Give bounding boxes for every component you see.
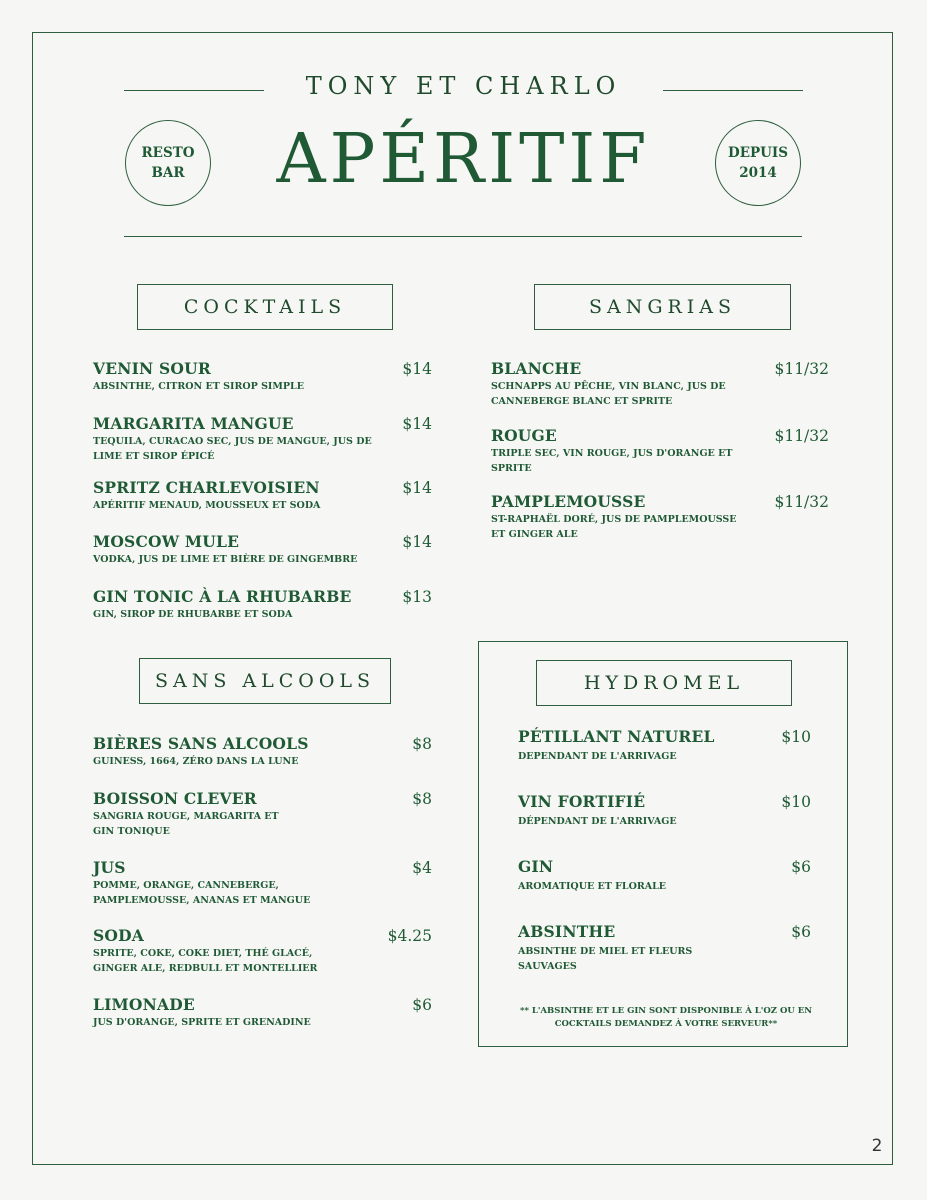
sangrias-header (534, 284, 791, 330)
item-price: $4.25 (387, 927, 432, 945)
item-price: $4 (412, 859, 432, 877)
menu-item (93, 359, 432, 395)
cocktails-header (137, 284, 393, 330)
menu-item (93, 532, 432, 568)
item-description: ST-RAPHAËL DORÉ, JUS DE PAMPLEMOUSSE ET GINGER ALE (491, 514, 737, 540)
item-name: MARGARITA MANGUE (93, 414, 294, 433)
item-description: SANGRIA ROUGE, MARGARITA ET GIN TONIQUE (93, 811, 279, 837)
item-price: $11/32 (774, 493, 829, 511)
menu-item (93, 995, 432, 1031)
item-name: LIMONADE (93, 995, 195, 1014)
item-price: $10 (781, 793, 811, 811)
sans-alcools-header (139, 658, 391, 704)
item-price: $8 (412, 790, 432, 808)
item-description: SPRITE, COKE, COKE DIET, THÉ GLACÉ, GINGER ALE, REDBULL ET MONTELLIER (93, 948, 318, 974)
menu-item (93, 858, 432, 908)
item-price: $10 (781, 728, 811, 746)
item-price: $6 (791, 923, 811, 941)
menu-item (93, 414, 432, 464)
item-price: $6 (791, 858, 811, 876)
cocktails-title: COCKTAILS (183, 296, 347, 318)
item-price: $11/32 (774, 427, 829, 445)
sans-alcools-title: SANS ALCOOLS (154, 670, 376, 692)
menu-item (491, 426, 829, 476)
item-description: SCHNAPPS AU PÊCHE, VIN BLANC, JUS DE CANNEBERGE BLANC ET SPRITE (491, 381, 726, 407)
item-description: GIN, SIROP DE RHUBARBE ET SODA (93, 609, 293, 620)
item-price: $13 (402, 588, 432, 606)
item-name: BIÈRES SANS ALCOOLS (93, 734, 309, 753)
menu-item (491, 359, 829, 409)
depuis-badge (715, 120, 801, 206)
item-name: GIN (518, 857, 554, 876)
item-description: ABSINTHE, CITRON ET SIROP SIMPLE (93, 381, 304, 392)
menu-item (518, 857, 811, 895)
item-description: AROMATIQUE ET FLORALE (518, 881, 667, 892)
resto-bar-badge (125, 120, 211, 206)
menu-item (518, 727, 811, 765)
item-description: TEQUILA, CURACAO SEC, JUS DE MANGUE, JUS DE LIME ET SIROP ÉPICÉ (93, 436, 372, 462)
item-name: VIN FORTIFIÉ (518, 792, 646, 811)
item-name: JUS (93, 858, 126, 877)
item-name: PAMPLEMOUSSE (491, 492, 646, 511)
item-name: SODA (93, 926, 144, 945)
menu-title: APÉRITIF (276, 120, 651, 199)
menu-item (93, 789, 432, 839)
item-name: ROUGE (491, 426, 557, 445)
item-name: PÉTILLANT NATUREL (518, 727, 715, 746)
sangrias-title: SANGRIAS (588, 296, 737, 318)
item-name: SPRITZ CHARLEVOISIEN (93, 478, 320, 497)
menu-item (93, 926, 432, 976)
menu-item (93, 734, 432, 770)
item-name: ABSINTHE (518, 922, 616, 941)
item-description: TRIPLE SEC, VIN ROUGE, JUS D'ORANGE ET SPRITE (491, 448, 733, 474)
item-description: VODKA, JUS DE LIME ET BIÈRE DE GINGEMBRE (93, 554, 358, 565)
item-name: MOSCOW MULE (93, 532, 240, 551)
item-price: $14 (402, 360, 432, 378)
item-price: $6 (412, 996, 432, 1014)
menu-item (518, 792, 811, 830)
item-description: POMME, ORANGE, CANNEBERGE, PAMPLEMOUSSE, ANANAS ET MANGUE (93, 880, 311, 906)
item-price: $14 (402, 479, 432, 497)
badge-left-text: RESTO BAR (141, 145, 195, 181)
brand-name: TONY ET CHARLO (305, 72, 622, 100)
item-name: GIN TONIC À LA RHUBARBE (93, 587, 352, 606)
item-description: ABSINTHE DE MIEL ET FLEURS SAUVAGES (518, 946, 693, 972)
item-description: JUS D'ORANGE, SPRITE ET GRENADINE (93, 1017, 311, 1028)
hydromel-header (536, 660, 792, 706)
hydromel-title: HYDROMEL (583, 672, 745, 694)
menu-item (518, 922, 811, 974)
item-price: $14 (402, 533, 432, 551)
page-number: 2 (871, 1136, 883, 1156)
item-description: DÉPENDANT DE L'ARRIVAGE (518, 816, 677, 827)
header-divider (124, 236, 802, 237)
badge-right-text: DEPUIS 2014 (728, 145, 788, 181)
item-price: $11/32 (774, 360, 829, 378)
item-name: VENIN SOUR (93, 359, 211, 378)
item-description: GUINESS, 1664, ZÉRO DANS LA LUNE (93, 756, 299, 767)
item-name: BLANCHE (491, 359, 582, 378)
item-price: $8 (412, 735, 432, 753)
menu-item (93, 478, 432, 514)
item-price: $14 (402, 415, 432, 433)
item-name: BOISSON CLEVER (93, 789, 257, 808)
hydromel-note: ** L'ABSINTHE ET LE GIN SONT DISPONIBLE À L'OZ OU EN COCKTAILS DEMANDEZ À VOTRE SERVEUR** (520, 1006, 812, 1029)
item-description: APÉRITIF MENAUD, MOUSSEUX ET SODA (93, 500, 321, 511)
menu-item (93, 587, 432, 623)
item-description: DEPENDANT DE L'ARRIVAGE (518, 751, 677, 762)
menu-item (491, 492, 829, 542)
